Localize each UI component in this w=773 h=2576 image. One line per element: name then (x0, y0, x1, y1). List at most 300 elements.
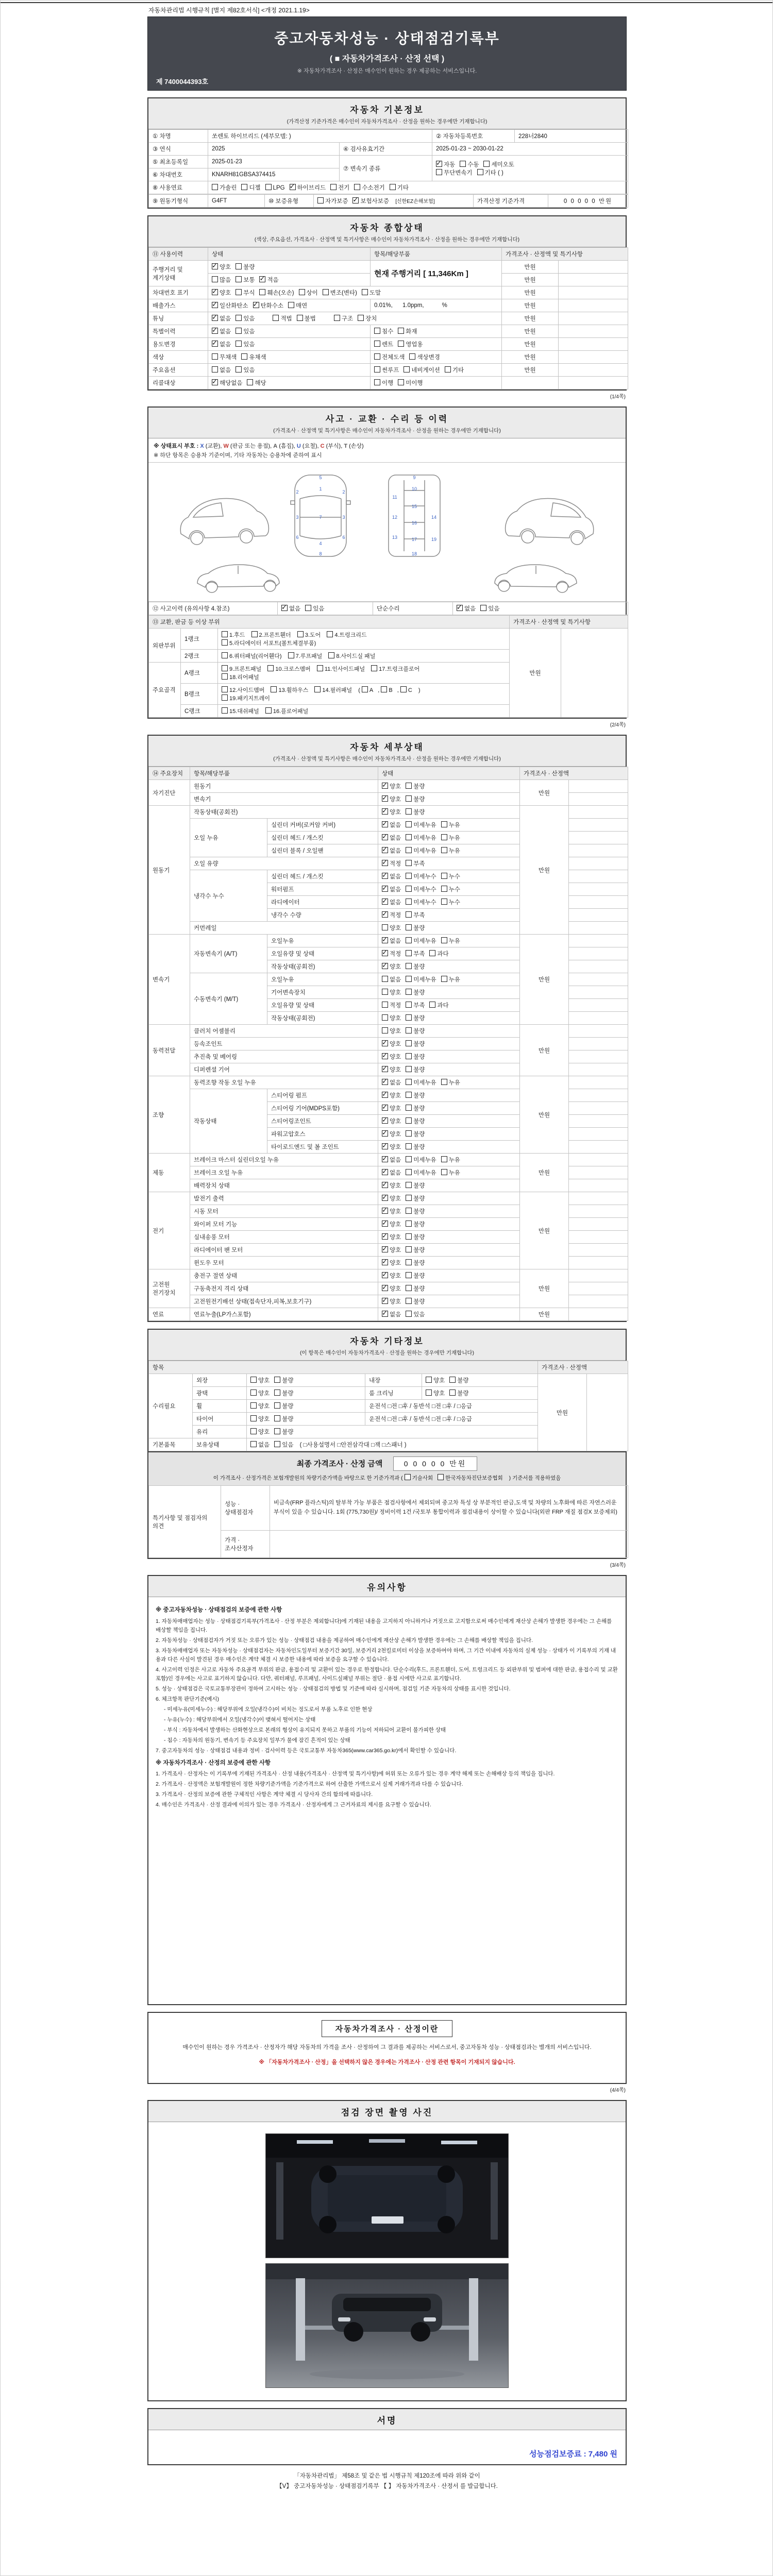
checkbox-unchecked[interactable]: 있음 (406, 1310, 425, 1318)
cell: 없음 있음 ( □사용설명서 □안전삼각대 □잭 □스패너 ) (247, 1438, 538, 1451)
checkbox-unchecked[interactable]: 미세누수 (406, 898, 436, 906)
detail-header (148, 736, 626, 767)
checkbox-checked[interactable]: ✓ 양호 (382, 1297, 401, 1306)
overall-state-table: ⑪ 사용이력 상태 항목/해당부품 가격조사 · 산정액 및 특기사항 주행거리 및 계기상태 ✓양호 불량 현재 주행거리 [ 11,346Km ] 만원 많음 보통 ✓ 적음 만원 차대번호 표기 ✓ 양호 부식 훼손(오손) 상이 변조(변타) 도말 만원 배출가스 ✓ 일산화탄소 ✓ 탄화수소 매연 0.01%, 1.0ppm, % 만원 튜닝 ✓ 없음 있음 적법 불법 구조 장치 만원 특별이력 ✓ 없음 있음 침수 화재 만원 용도변경 ✓ 없음 있음 렌트 영업용 만원 색상 무채색 유채색 전체도색 색상변경 만원 주요옵션 없음 있음 썬루프 네비게이션 기타 만원 리콜대상 ✓ 해당없음 해당 이행 미이행 (148, 247, 628, 389)
checkbox-unchecked[interactable]: 네비게이션 (404, 366, 440, 374)
cell (371, 325, 502, 338)
checkbox-checked[interactable]: ✓ 하이브리드 (290, 183, 326, 192)
checkbox-checked[interactable]: ✓ 없음 (382, 846, 401, 855)
price-select-note: ※ 자동차가격조사 · 산정은 매수인이 원하는 경우 제공하는 서비스입니다. (297, 68, 477, 74)
cell (378, 1166, 520, 1179)
checkbox-unchecked[interactable]: 미세누유 (406, 834, 436, 842)
cell: 2025-01-23 (208, 156, 340, 168)
checkbox-checked[interactable]: ✓ 양호 (382, 1284, 401, 1293)
checkbox-unchecked[interactable]: 있음 (274, 1440, 293, 1449)
checkbox-checked[interactable]: ✓ 적정 (382, 911, 401, 919)
checkbox-unchecked[interactable]: 해당 (247, 379, 266, 387)
checkbox-unchecked[interactable]: 불량 (449, 1376, 468, 1384)
inspection-photo-underbody (265, 2133, 509, 2258)
cell (378, 909, 520, 922)
checkbox-unchecked[interactable]: 7.루프패널 (288, 652, 323, 660)
checkbox-unchecked[interactable]: 누유 (441, 1156, 460, 1164)
section-basic-info (147, 97, 627, 209)
checkbox-unchecked[interactable]: 미세누수 (406, 885, 436, 893)
checkbox-unchecked[interactable]: 17.트렁크플로어 (371, 665, 419, 673)
checkbox-unchecked[interactable]: 있음 (236, 340, 255, 348)
checkbox-unchecked[interactable]: 불량 (406, 795, 425, 803)
checkbox-unchecked[interactable]: 미세누유 (406, 821, 436, 829)
checkbox-unchecked[interactable]: 양호 (426, 1389, 445, 1397)
cell (371, 351, 502, 364)
checkbox-unchecked[interactable]: 불량 (406, 1027, 425, 1035)
checkbox-unchecked[interactable]: 12.사이드멤버 (222, 686, 264, 694)
checkbox-unchecked[interactable]: 세미오토 (483, 160, 514, 168)
checkbox-unchecked[interactable]: 화재 (398, 327, 417, 335)
checkbox-checked[interactable]: ✓ 양호 (382, 1207, 401, 1215)
checkbox-unchecked[interactable]: 불량 (406, 1259, 425, 1267)
checkbox-checked[interactable]: ✓ 양호 (382, 1091, 401, 1099)
checkbox-checked[interactable]: ✓ 양호 (382, 1065, 401, 1074)
cell (378, 1179, 520, 1192)
checkbox-unchecked[interactable]: 누유 (441, 821, 460, 829)
cell (569, 1179, 628, 1192)
document (147, 6, 627, 2492)
cell (378, 986, 520, 999)
checkbox-checked[interactable]: ✓ 없음 (382, 898, 401, 906)
checkbox-checked[interactable]: ✓ 없음 (382, 937, 401, 945)
checkbox-checked[interactable]: ✓ 양호 (382, 1117, 401, 1125)
checkbox-checked[interactable]: ✓ 없음 (212, 340, 231, 348)
checkbox-unchecked[interactable]: 4.트렁크리드 (327, 631, 366, 639)
checkbox-unchecked[interactable]: 6.쿼터패널(리어휀다) (222, 652, 282, 660)
checkbox-unchecked[interactable]: B (381, 686, 392, 693)
cell: 외장 (193, 1374, 247, 1387)
checkbox-unchecked[interactable]: 없음 (212, 366, 231, 374)
photos-zone (148, 2122, 626, 2400)
cell (569, 1205, 628, 1218)
checkbox-unchecked[interactable]: 무단변속기 (436, 168, 473, 177)
checkbox-checked[interactable]: ✓ 양호 (382, 1259, 401, 1267)
checkbox-unchecked[interactable]: C (400, 686, 412, 693)
checkbox-unchecked[interactable]: 8.사이드실 패널 (328, 652, 375, 660)
checkbox-unchecked[interactable]: 양호 (250, 1376, 270, 1384)
checkbox-unchecked[interactable]: 양호 (382, 1027, 401, 1035)
checkbox-unchecked[interactable]: 불량 (449, 1389, 468, 1397)
etc-header (148, 1330, 626, 1361)
checkbox-unchecked[interactable]: 18.리어패널 (222, 673, 259, 681)
cell (378, 806, 520, 819)
cell (569, 1231, 628, 1244)
checkbox-checked[interactable]: ✓ 없음 (382, 1078, 401, 1087)
cell (569, 973, 628, 986)
cell: 작동상태(공회전) (190, 806, 378, 819)
checkbox-checked[interactable]: ✓ 양호 (382, 1220, 401, 1228)
cell: 휠 (193, 1400, 247, 1413)
checkbox-unchecked[interactable]: 기타 (445, 366, 464, 374)
checkbox-unchecked[interactable]: 많음 (212, 276, 231, 284)
cell: 스티어링 펌프 (267, 1089, 378, 1102)
checkbox-checked[interactable]: ✓ 양호 (382, 1194, 401, 1202)
checkbox-unchecked[interactable]: 색상변경 (409, 353, 440, 361)
cell: 충전구 절연 상태 (190, 1269, 378, 1282)
checkbox-unchecked[interactable]: 기술사회 (405, 1474, 433, 1482)
checkbox-unchecked[interactable]: 있음 (236, 366, 255, 374)
checkbox-unchecked[interactable]: 불량 (406, 1091, 425, 1099)
checkbox-unchecked[interactable]: 유채색 (241, 353, 266, 361)
checkbox-checked[interactable]: ✓ 양호 (382, 1053, 401, 1061)
cell: 성능 · 상태점검자 (221, 1486, 270, 1531)
checkbox-checked[interactable]: ✓ 적정 (382, 950, 401, 958)
checkbox-unchecked[interactable]: LPG (265, 184, 285, 191)
checkbox-unchecked[interactable]: 부족 (406, 859, 425, 868)
checkbox-unchecked[interactable]: 없음 (382, 975, 401, 984)
checkbox-unchecked[interactable]: 미세누수 (406, 872, 436, 880)
signature-area[interactable] (148, 2430, 626, 2464)
legend-note: ※ 하단 항목은 승용차 기준이며, 기타 자동차는 승용차에 준하여 표시 (148, 451, 626, 463)
page-marker-2: (2/4쪽) (610, 722, 626, 728)
checkbox-unchecked[interactable]: 불량 (406, 1194, 425, 1202)
checkbox-unchecked[interactable]: 3.도어 (297, 631, 321, 639)
overall-header (148, 216, 626, 247)
cell: 브레이크 마스터 실린더오일 누유 (190, 1154, 378, 1166)
checkbox-unchecked[interactable]: 불량 (406, 1246, 425, 1254)
checkbox-unchecked[interactable]: 보통 (236, 276, 255, 284)
checkbox-unchecked[interactable]: 불량 (406, 782, 425, 790)
checkbox-unchecked[interactable]: 미이행 (398, 379, 423, 387)
cell (569, 1128, 628, 1141)
checkbox-unchecked[interactable]: 미세누유 (406, 1156, 436, 1164)
checkbox-unchecked[interactable]: 이행 (374, 379, 393, 387)
cell: ⑥ 차대번호 (149, 168, 208, 181)
checkbox-unchecked[interactable]: 부식 (236, 289, 255, 297)
checkbox-unchecked[interactable]: 누수 (441, 885, 460, 893)
checkbox-unchecked[interactable]: 양호 (250, 1389, 270, 1397)
checkbox-checked[interactable]: ✓ 양호 (382, 1040, 401, 1048)
checkbox-checked[interactable]: ✓ 없음 (382, 1168, 401, 1177)
cell (208, 351, 371, 364)
checkbox-unchecked[interactable]: 있음 (236, 314, 255, 323)
cell: KNARH81GBSA374415 (208, 168, 340, 181)
car-diagram (148, 463, 626, 602)
checkbox-unchecked[interactable]: 도말 (362, 289, 381, 297)
checkbox-unchecked[interactable]: 불량 (406, 1065, 425, 1074)
checkbox-unchecked[interactable]: 11.인사이드패널 (317, 665, 365, 673)
checkbox-checked[interactable]: ✓ 없음 (382, 885, 401, 893)
notice-subitem: - 누유(누수) : 해당부위에서 오일(냉각수)이 맺혀서 떨어지는 상태 (164, 1716, 316, 1723)
basic-info-subtitle: (가격산정 기준가격은 매수인이 자동차가격조사 · 산정을 원하는 경우에만 기재합니다) (287, 118, 488, 125)
basic-info-title: 자동차 기본정보 (350, 105, 424, 115)
checkbox-unchecked[interactable]: 미세누유 (406, 937, 436, 945)
checkbox-unchecked[interactable]: 미세누유 (406, 975, 436, 984)
checkbox-unchecked[interactable]: 누유 (441, 975, 460, 984)
cell (569, 1154, 628, 1166)
checkbox-unchecked[interactable]: 적법 (273, 314, 292, 323)
inspection-fee: 성능점검보증료 : 7,480 원 (529, 2450, 617, 2459)
cell (569, 1050, 628, 1063)
cell: 전기 (149, 1192, 190, 1269)
checkbox-checked[interactable]: ✓ 양호 (382, 1246, 401, 1254)
checkbox-unchecked[interactable]: 한국자동차진단보증협회 (438, 1474, 503, 1482)
checkbox-checked[interactable]: ✓ 양호 (382, 962, 401, 971)
cell: 시동 모터 (190, 1205, 378, 1218)
checkbox-unchecked[interactable]: 불량 (406, 1143, 425, 1151)
checkbox-unchecked[interactable]: 전기 (330, 183, 349, 192)
cell: 차대번호 표기 (149, 286, 208, 299)
section-signature (147, 2408, 627, 2465)
cell (378, 1218, 520, 1231)
checkbox-unchecked[interactable]: 불량 (274, 1415, 293, 1423)
checkbox-unchecked[interactable]: A (362, 686, 373, 693)
checkbox-checked[interactable]: ✓ 양호 (382, 1272, 401, 1280)
checkbox-unchecked[interactable]: 기타 ( ) (477, 168, 503, 177)
cell: 조향 (149, 1076, 190, 1154)
cell (378, 1141, 520, 1154)
checkbox-unchecked[interactable]: 수동 (460, 160, 479, 168)
cell (208, 299, 371, 312)
checkbox-checked[interactable]: ✓ 해당없음 (212, 379, 242, 387)
checkbox-unchecked[interactable]: 불량 (406, 1297, 425, 1306)
checkbox-unchecked[interactable]: 침수 (374, 327, 393, 335)
checkbox-unchecked[interactable]: 불량 (406, 924, 425, 932)
checkbox-checked[interactable]: ✓ 없음 (382, 872, 401, 880)
checkbox-unchecked[interactable]: 불량 (406, 1130, 425, 1138)
checkbox-unchecked[interactable]: 2.프론트휀더 (251, 631, 291, 639)
accident-history-row (148, 602, 628, 615)
cell (569, 780, 628, 793)
checkbox-unchecked[interactable]: 불량 (274, 1428, 293, 1436)
checkbox-unchecked[interactable]: 누유 (441, 937, 460, 945)
cell: 만원 (520, 1025, 569, 1076)
checkbox-checked[interactable]: ✓ 적정 (382, 859, 401, 868)
checkbox-unchecked[interactable]: 양호 (250, 1415, 270, 1423)
checkbox-checked[interactable]: ✓ 없음 (212, 327, 231, 335)
checkbox-unchecked[interactable]: 양호 (382, 1014, 401, 1022)
checkbox-unchecked[interactable]: 부족 (406, 911, 425, 919)
checkbox-unchecked[interactable]: 수소전기 (354, 183, 384, 192)
checkbox-unchecked[interactable]: 무채색 (212, 353, 237, 361)
checkbox-unchecked[interactable]: 누수 (441, 872, 460, 880)
checkbox-checked[interactable]: ✓ 양호 (382, 1104, 401, 1112)
checkbox-checked[interactable]: ✓ 탄화수소 (253, 301, 283, 310)
checkbox-unchecked[interactable]: 불법 (297, 314, 316, 323)
checkbox-unchecked[interactable]: 전체도색 (374, 353, 405, 361)
checkbox-unchecked[interactable]: 5.라디에이터 서포트(볼트체결부품) (222, 639, 316, 647)
checkbox-unchecked[interactable]: 불량 (274, 1376, 293, 1384)
checkbox-unchecked[interactable]: 렌트 (374, 340, 393, 348)
checkbox-unchecked[interactable]: 썬루프 (374, 366, 399, 374)
price-definition-box (147, 2012, 627, 2084)
cell: ③ 연식 (149, 143, 208, 156)
cell (218, 650, 510, 663)
etc-info-table: 항목 가격조사 · 산정액 수리필요 외장 양호 불량 내장 양호 불량 만원 광택 양호 불량 룸 크리닝 양호 불량 휠 양호 불량 운전석 □전 □후 / 동반석 □전 □후 / □응급 타이어 양호 불량 운전석 □전 □후 / 동반석 □전 □후 / □응급 유리 양호 불량 기본품목 보유상태 없음 있음 ( □사용설명서 □안전삼각대 □잭 □스패너 ) (148, 1361, 628, 1451)
checkbox-checked[interactable]: ✓양호 (212, 263, 231, 271)
checkbox-checked[interactable]: ✓ 없음 (281, 604, 300, 613)
checkbox-unchecked[interactable]: 양호 (426, 1376, 445, 1384)
cell: 실린더 커버(로커암 커버) (267, 819, 378, 832)
cell (559, 377, 628, 389)
checkbox-checked[interactable]: ✓ 일산화탄소 (212, 301, 248, 310)
checkbox-checked[interactable]: ✓ 없음 (212, 314, 231, 323)
checkbox-unchecked[interactable]: 누유 (441, 1078, 460, 1087)
cell (569, 986, 628, 999)
checkbox-unchecked[interactable]: 불량 (406, 1014, 425, 1022)
checkbox-unchecked[interactable]: 15.대쉬패널 (222, 707, 259, 715)
cell: 만원 (520, 1269, 569, 1308)
cell (378, 1244, 520, 1257)
checkbox-checked[interactable]: ✓ 없음 (382, 821, 401, 829)
checkbox-unchecked[interactable]: 디젤 (241, 183, 260, 192)
issue-line-2: 【V】 중고자동차성능 · 상태점검기록부 【 】 자동차가격조사 · 산정서 를 발급합니다. (276, 2483, 498, 2489)
checkbox-unchecked[interactable]: 양호 (250, 1402, 270, 1410)
checkbox-unchecked[interactable]: 불량 (406, 1117, 425, 1125)
cell (378, 960, 520, 973)
cell: 만원 (502, 286, 559, 299)
checkbox-unchecked[interactable]: 변조(변타) (323, 289, 357, 297)
cell: 워터펌프 (267, 883, 378, 896)
cell (378, 1025, 520, 1038)
checkbox-checked[interactable]: ✓ 양호 (382, 1181, 401, 1190)
checkbox-unchecked[interactable]: 불량 (274, 1389, 293, 1397)
checkbox-unchecked[interactable]: 누유 (441, 846, 460, 855)
cell (569, 806, 628, 819)
cell: 작동상태 (190, 1089, 267, 1154)
checkbox-checked[interactable]: ✓ 양호 (382, 1233, 401, 1241)
overall-title: 자동차 종합상태 (350, 223, 424, 233)
checkbox-unchecked[interactable]: 1.후드 (222, 631, 245, 639)
final-price-label: 최종 가격조사 · 산정 금액 (296, 1460, 383, 1468)
svg-text:17: 17 (411, 537, 417, 542)
checkbox-unchecked[interactable]: 과다 (429, 1001, 448, 1009)
checkbox-unchecked[interactable]: 불량 (406, 1233, 425, 1241)
signature-header (148, 2409, 626, 2430)
checkbox-unchecked[interactable]: 양호 (382, 988, 401, 996)
checkbox-unchecked[interactable]: 불량 (406, 1207, 425, 1215)
cell (569, 1076, 628, 1089)
cell: 실린더 헤드 / 개스킷 (267, 870, 378, 883)
checkbox-unchecked[interactable]: 있음 (236, 327, 255, 335)
svg-text:4: 4 (319, 541, 322, 546)
document-title: 중고자동차성능 · 상태점검기록부 (274, 30, 500, 46)
checkbox-unchecked[interactable]: 누유 (441, 1168, 460, 1177)
checkbox-unchecked[interactable]: 10.크로스멤버 (267, 665, 310, 673)
checkbox-unchecked[interactable]: 부족 (406, 1001, 425, 1009)
checkbox-unchecked[interactable]: 부족 (406, 950, 425, 958)
car-side-view-right (495, 565, 577, 592)
svg-text:9: 9 (413, 475, 416, 480)
checkbox-checked[interactable]: ✓ 적음 (259, 276, 278, 284)
checkbox-unchecked[interactable]: 미세누유 (406, 846, 436, 855)
checkbox-unchecked[interactable]: 불량 (406, 1040, 425, 1048)
svg-text:14: 14 (431, 515, 437, 520)
checkbox-checked[interactable]: ✓ 없음 (382, 1310, 401, 1318)
checkbox-unchecked[interactable]: 있음 (480, 604, 499, 613)
notice-title: 유의사항 (367, 1583, 407, 1592)
cell: 내장 (365, 1374, 422, 1387)
checkbox-unchecked[interactable]: 적정 (382, 1001, 401, 1009)
checkbox-unchecked[interactable]: 구조 (334, 314, 353, 323)
checkbox-unchecked[interactable]: 불량 (406, 808, 425, 816)
checkbox-unchecked[interactable]: 누수 (441, 898, 460, 906)
checkbox-checked[interactable]: ✓ 없음 (382, 834, 401, 842)
svg-text:12: 12 (392, 515, 398, 520)
checkbox-unchecked[interactable]: 매연 (288, 301, 307, 310)
checkbox-checked[interactable]: ✓ 양호 (382, 782, 401, 790)
checkbox-checked[interactable]: ✓ 보험사보증 (352, 197, 389, 205)
checkbox-unchecked[interactable]: 13.휠하우스 (271, 686, 308, 694)
final-price-band (148, 1451, 626, 1485)
checkbox-unchecked[interactable]: 불량 (406, 1284, 425, 1293)
cell: 만원 (502, 261, 559, 274)
checkbox-unchecked[interactable]: 없음 (250, 1440, 270, 1449)
checkbox-unchecked[interactable]: 있음 (305, 604, 324, 613)
checkbox-unchecked[interactable]: 불량 (406, 962, 425, 971)
checkbox-unchecked[interactable]: 미세누유 (406, 1078, 436, 1087)
cell: 자가보증 ✓ 보험사보증 [신한EZ손해보험] (314, 195, 474, 208)
checkbox-unchecked[interactable]: 불량 (236, 263, 255, 271)
checkbox-unchecked[interactable]: 장치 (358, 314, 377, 323)
checkbox-checked[interactable]: ✓ 양호 (382, 1143, 401, 1151)
checkbox-unchecked[interactable]: 영업용 (398, 340, 423, 348)
checkbox-unchecked[interactable]: 19.패키지트레이 (222, 694, 270, 702)
checkbox-unchecked[interactable]: 불량 (406, 988, 425, 996)
checkbox-unchecked[interactable]: 양호 (250, 1428, 270, 1436)
checkbox-checked[interactable]: ✓자동 (436, 160, 455, 168)
checkbox-unchecked[interactable]: 불량 (406, 1272, 425, 1280)
checkbox-checked[interactable]: ✓ 양호 (382, 795, 401, 803)
cell (208, 364, 371, 377)
cell: 오일 유량 (190, 857, 378, 870)
cell: 오일누유 (267, 935, 378, 947)
checkbox-unchecked[interactable]: 미세누유 (406, 1168, 436, 1177)
cell (559, 299, 628, 312)
section-photos (147, 2100, 627, 2401)
cell: 변속기 (190, 793, 378, 806)
car-rear-quarter-view (506, 499, 594, 545)
checkbox-unchecked[interactable]: 불량 (406, 1104, 425, 1112)
checkbox-unchecked[interactable]: 불량 (406, 1181, 425, 1190)
cell: 실린더 헤드 / 개스킷 (267, 832, 378, 844)
notice-item: 1. 가격조사 · 산정자는 이 기록부에 기재된 가격조사 · 산정 내용(가격조사 · 산정액 및 특기사항)에 허위 또는 오류가 있는 경우 계약 해제 또는 손해배상 등의 책임을 집니다. (156, 1771, 555, 1777)
checkbox-unchecked[interactable]: 16.플로어패널 (265, 707, 308, 715)
checkbox-unchecked[interactable]: 자가보증 (317, 197, 348, 205)
checkbox-unchecked[interactable]: 9.프론트패널 (222, 665, 261, 673)
checkbox-unchecked[interactable]: 훼손(오손) (259, 289, 294, 297)
checkbox-unchecked[interactable]: 상이 (299, 289, 318, 297)
cell (432, 156, 628, 181)
checkbox-checked[interactable]: ✓ 양호 (382, 808, 401, 816)
checkbox-unchecked[interactable]: 과다 (429, 950, 448, 958)
checkbox-unchecked[interactable]: 불량 (406, 1053, 425, 1061)
cell (218, 663, 510, 684)
checkbox-unchecked[interactable]: 불량 (406, 1220, 425, 1228)
cell: 추진축 및 베어링 (190, 1050, 378, 1063)
cell (378, 1295, 520, 1308)
checkbox-checked[interactable]: ✓ 양호 (212, 289, 231, 297)
cell: 오일누유 (267, 973, 378, 986)
checkbox-unchecked[interactable]: 불량 (274, 1402, 293, 1410)
cell (569, 999, 628, 1012)
checkbox-unchecked[interactable]: 가솔린 (212, 183, 237, 192)
checkbox-checked[interactable]: ✓ 없음 (457, 604, 476, 613)
checkbox-checked[interactable]: ✓ 없음 (382, 1156, 401, 1164)
checkbox-checked[interactable]: ✓ 양호 (382, 1130, 401, 1138)
cell (378, 999, 520, 1012)
checkbox-unchecked[interactable]: 누유 (441, 834, 460, 842)
checkbox-unchecked[interactable]: 기타 (390, 183, 409, 192)
checkbox-unchecked[interactable]: 양호 (382, 924, 401, 932)
cell (247, 1413, 365, 1426)
checkbox-unchecked[interactable]: 14.필러패널 (314, 686, 352, 694)
